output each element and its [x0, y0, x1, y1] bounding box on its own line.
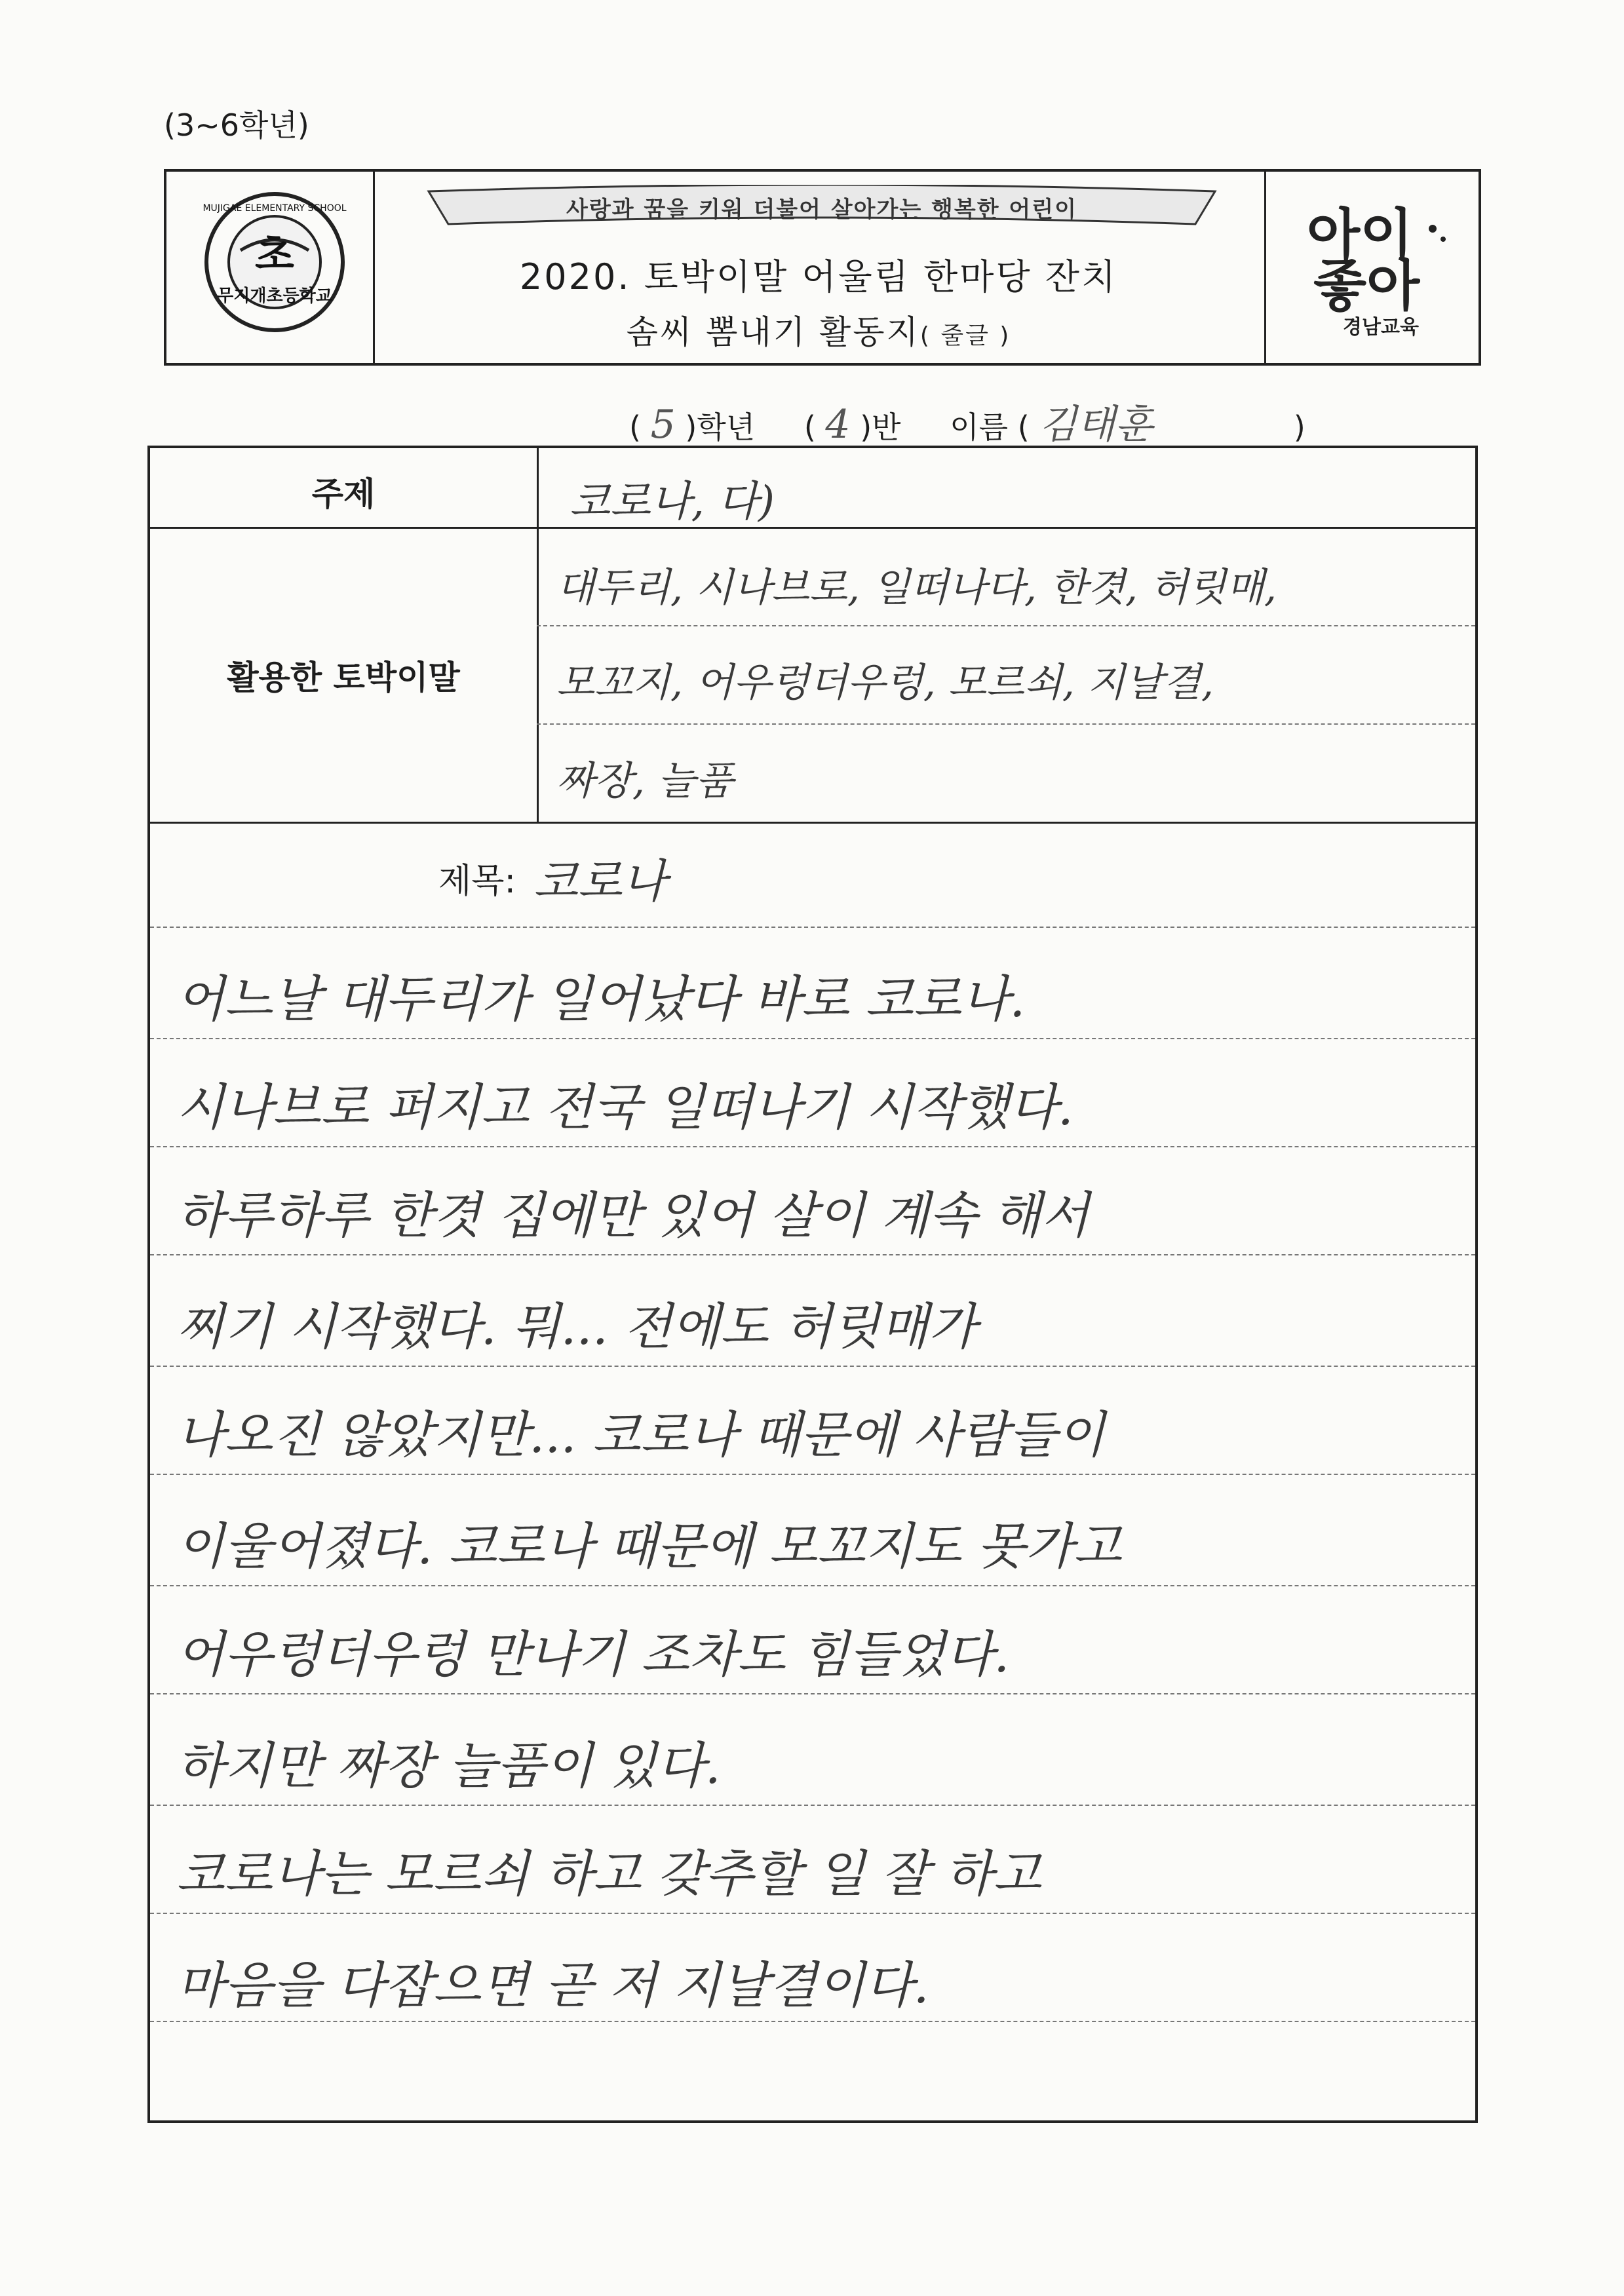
vocab-label: 활용한 토박이말 — [227, 659, 460, 697]
vocab-rule — [537, 723, 1475, 725]
essay-line: 코로나는 모르쇠 하고 갖추할 일 잘 하고 — [176, 1845, 1041, 1903]
label-column-divider — [537, 448, 539, 822]
essay-line: 하루하루 한겻 집에만 있어 살이 계속 해서 — [176, 1186, 1090, 1244]
school-emblem-logo — [203, 190, 347, 334]
writing-rule — [150, 927, 1475, 928]
school-logo-ring: MUJIGAE ELEMENTARY SCHOOL — [203, 203, 347, 214]
sheet-title — [373, 306, 1264, 353]
topic-value: 코로나, 다) — [570, 478, 775, 526]
grade-value: 5 — [650, 402, 676, 448]
writing-rule — [150, 1805, 1475, 1806]
class-value: 4 — [825, 402, 851, 448]
essay-line: 시나브로 퍼지고 전국 일떠나기 시작했다. — [176, 1078, 1073, 1136]
activity-table — [147, 446, 1478, 2123]
writing-rule — [150, 1146, 1475, 1147]
vocab-line: 짜장, 늘품 — [556, 758, 733, 804]
essay-line: 나오진 않았지만... 코로나 때문에 사람들이 — [176, 1406, 1106, 1464]
essay-line: 어느날 대두리가 일어났다 바로 코로나. — [176, 970, 1026, 1028]
header-divider — [1264, 172, 1266, 363]
class-label: )반 — [860, 410, 901, 445]
name-close: ) — [1293, 410, 1305, 445]
motto-text: 사랑과 꿈을 키워 더불어 살아가는 행복한 어린이 — [566, 197, 1077, 223]
edu-logo-caption: 경남교육 — [1343, 316, 1419, 339]
writing-rule — [150, 1366, 1475, 1367]
title-value: 코로나 — [533, 854, 667, 908]
writing-rule — [150, 1254, 1475, 1255]
worksheet-header — [164, 169, 1481, 366]
grade-label: )학년 — [685, 410, 756, 445]
vocab-line: 모꼬지, 어우렁더우렁, 모르쇠, 지날결, — [556, 660, 1214, 706]
writing-rule — [150, 1693, 1475, 1694]
school-logo-caption: 무지개초등학교 — [217, 286, 332, 306]
student-name: 김태훈 — [1039, 402, 1153, 448]
writing-rule — [150, 1585, 1475, 1586]
writing-rule — [150, 1913, 1475, 1914]
row-divider — [150, 527, 1475, 529]
writing-rule — [150, 2021, 1475, 2022]
sheet-title-main: 솜씨 뽐내기 활동지 — [626, 313, 920, 351]
school-logo-char: 초 — [255, 231, 294, 278]
topic-label: 주제 — [311, 475, 376, 513]
class-open: ( — [803, 410, 816, 445]
essay-line: 마음을 다잡으면 곧 저 지날결이다. — [176, 1956, 929, 2014]
edu-logo-line2: 좋아 — [1313, 254, 1420, 318]
row-divider — [150, 822, 1475, 824]
writing-rule — [150, 1474, 1475, 1475]
name-label: 이름 ( — [950, 410, 1030, 445]
writing-rule — [150, 1038, 1475, 1039]
vocab-line: 대두리, 시나브로, 일떠나다, 한겻, 허릿매, — [556, 565, 1277, 611]
essay-line: 어우렁더우렁 만나기 조차도 힘들었다. — [176, 1625, 1010, 1683]
essay-line: 이울어졌다. 코로나 때문에 모꼬지도 못가고 — [176, 1517, 1122, 1575]
sheet-type: ( 줄글 ) — [919, 322, 1011, 349]
title-label: 제목: — [438, 862, 516, 901]
vocab-rule — [537, 625, 1475, 626]
event-title: 2020. 토박이말 어울림 한마당 잔치 — [519, 256, 1118, 297]
edu-logo-line1: 아이 — [1307, 202, 1414, 267]
grade-range-note: (3~6학년) — [164, 107, 309, 143]
student-info — [629, 393, 1305, 450]
grade-open: ( — [629, 410, 641, 445]
essay-line: 찌기 시작했다. 뭐... 전에도 허릿매가 — [176, 1297, 977, 1356]
essay-line: 하지만 짜장 늘품이 있다. — [176, 1736, 721, 1795]
